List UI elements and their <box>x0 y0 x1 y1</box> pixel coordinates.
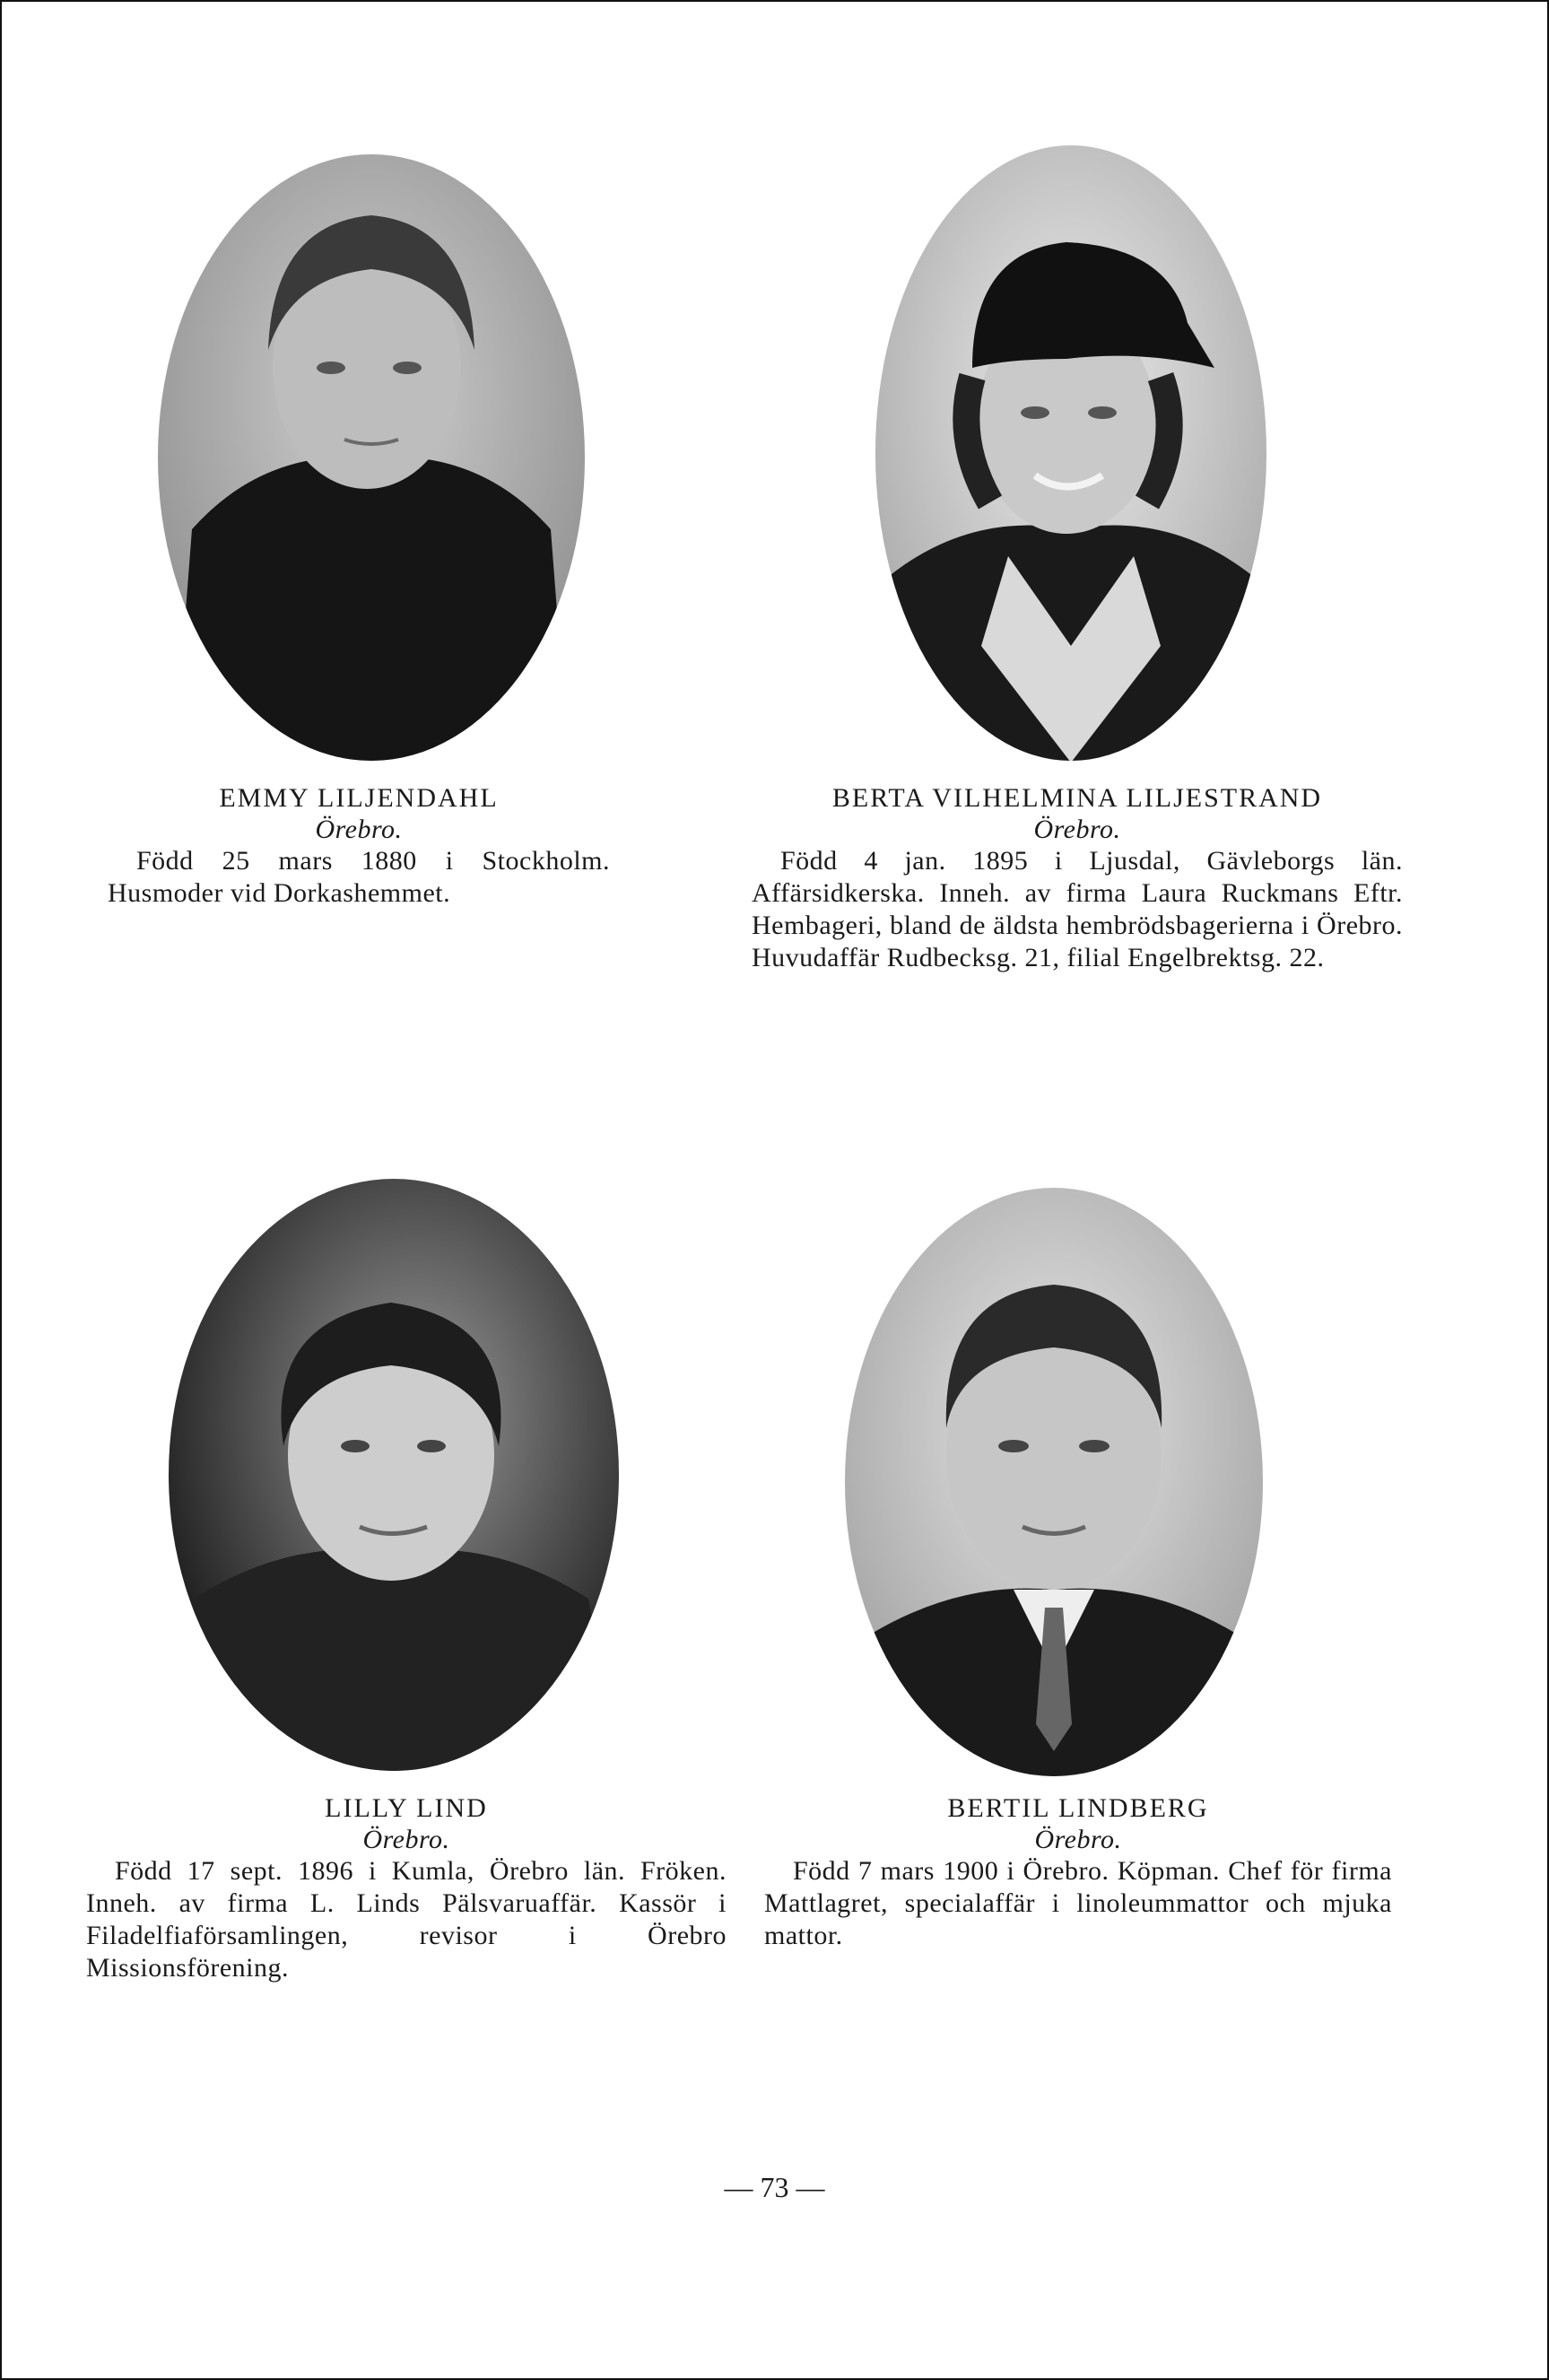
portrait-photo <box>156 153 587 763</box>
portrait-photo <box>167 1177 621 1773</box>
biography: Född 17 sept. 1896 i Kumla, Örebro län. Fröken. Inneh. av firma L. Linds Pälsvaruaffär. Kassör i Filadelfiaförsamlingen, revisor i Örebro Missionsförening. <box>86 1856 727 1983</box>
portrait-photo <box>874 144 1268 763</box>
city: Örebro. <box>315 815 403 844</box>
entry-caption <box>86 1792 727 1984</box>
city: Örebro. <box>1034 1825 1122 1854</box>
city: Örebro. <box>362 1825 450 1854</box>
portrait-photo <box>843 1186 1265 1778</box>
entry-caption <box>108 782 610 910</box>
biography: Född 7 mars 1900 i Örebro. Köpman. Chef för firma Mattlagret, specialaffär i linoleummattor och mjuka mattor. <box>764 1856 1392 1950</box>
person-name: LILLY LIND <box>325 1793 488 1823</box>
person-name: BERTA VILHELMINA LILJESTRAND <box>831 783 1323 813</box>
entry-caption <box>764 1792 1392 1952</box>
city: Örebro. <box>1033 815 1121 844</box>
person-name: BERTIL LINDBERG <box>947 1793 1209 1823</box>
page-number: — 73 — <box>724 2171 825 2203</box>
person-name: EMMY LILJENDAHL <box>219 783 499 813</box>
biography: Född 25 mars 1880 i Stockholm. Husmoder vid Dorkashemmet. <box>108 846 610 908</box>
entry-caption <box>752 782 1403 974</box>
biography: Född 4 jan. 1895 i Ljusdal, Gävleborgs län. Affärsidkerska. Inneh. av firma Laura Ruckmans Eftr. Hembageri, bland de äldsta hembrödsbagerierna i Örebro. Huvudaffär Rudbecksg. 21, filial Engelbrektsg. 22. <box>752 846 1403 972</box>
